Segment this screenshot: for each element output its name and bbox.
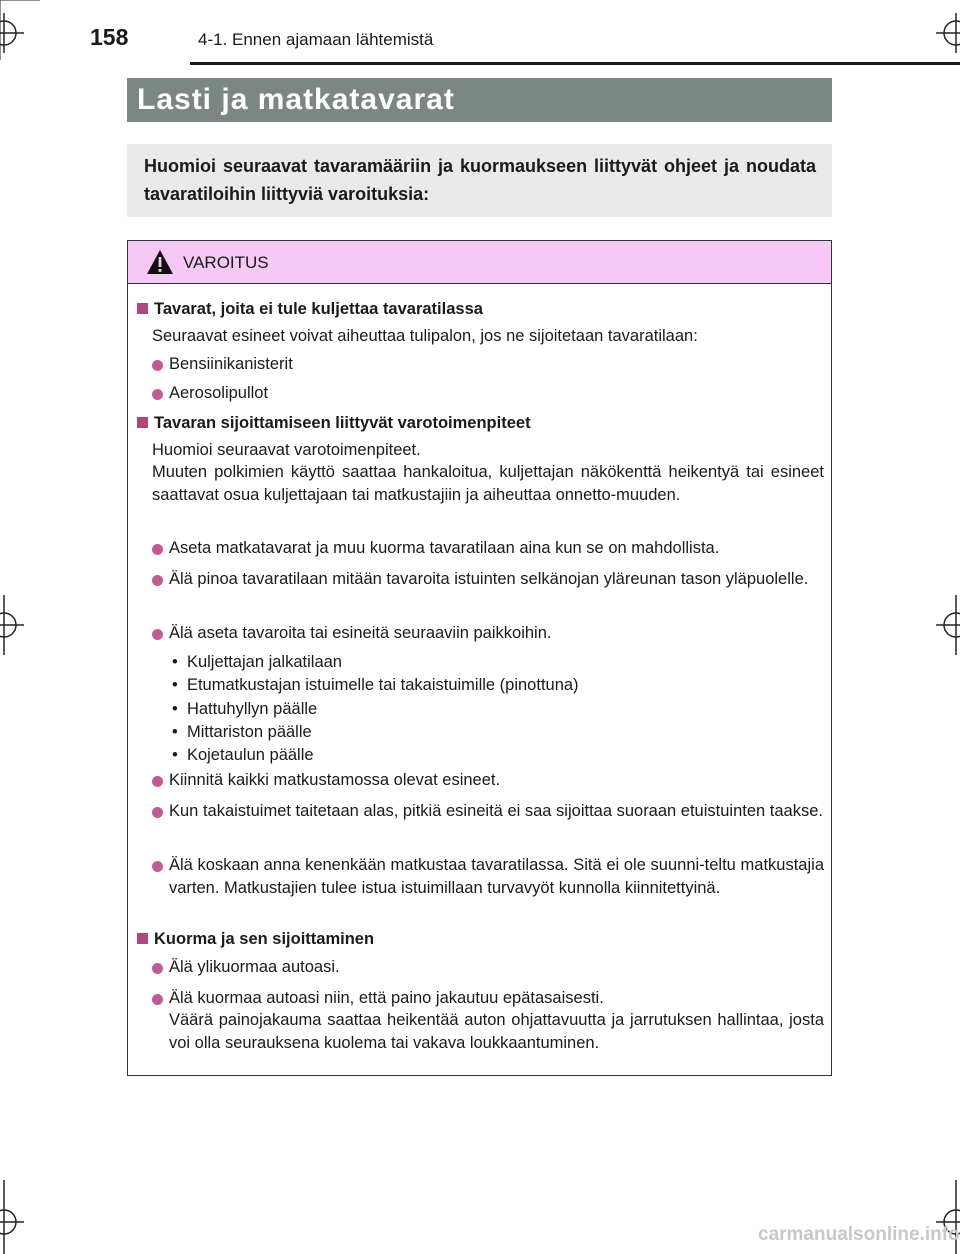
crop-mark-mid-right — [920, 595, 960, 655]
round-bullet-icon — [152, 776, 163, 787]
warning-box — [127, 240, 832, 1076]
warning-header — [128, 241, 831, 284]
paragraph: Muuten polkimien käyttö saattaa hankaloitua, kuljettajan näkökenttä heikentyä tai esineet saattavat osua kuljettajaan tai matkustajiin ja aiheuttaa onnetto-muuden. — [152, 463, 824, 504]
running-head: 4-1. Ennen ajamaan lähtemistä — [198, 30, 434, 49]
section-title-bar — [127, 78, 832, 122]
round-bullet-icon — [152, 861, 163, 872]
list-item: Kiinnitä kaikki matkustamossa olevat esineet. — [169, 771, 501, 789]
warning-section-heading — [137, 930, 374, 949]
list-item: Aerosolipullot — [169, 384, 269, 402]
round-bullet-icon — [152, 389, 163, 400]
square-bullet-icon — [137, 303, 148, 314]
watermark[interactable]: carmanualsonline.info — [758, 1224, 960, 1245]
warning-title: VAROITUS — [183, 253, 269, 272]
crop-mark-top-left — [0, 0, 40, 60]
round-bullet-icon — [152, 575, 163, 586]
round-bullet-icon — [152, 807, 163, 818]
heading-text: Tavarat, joita ei tule kuljettaa tavaratilassa — [154, 300, 483, 318]
list-item: Älä koskaan anna kenenkään matkustaa tavaratilassa. Sitä ei ole suunni-teltu matkustajia varten. Matkustajien tulee istua istuimillaan turvavyöt kunnolla kiinnitettyinä. — [169, 856, 824, 897]
round-bullet-icon — [152, 629, 163, 640]
intro-text: Huomioi seuraavat tavaramääriin ja kuormaukseen liittyvät ohjeet ja noudata tavaratiloihin liittyviä varoituksia: — [144, 156, 816, 204]
warning-section-heading — [137, 300, 483, 319]
list-item: Kun takaistuimet taitetaan alas, pitkiä esineitä ei saa sijoittaa suoraan etuistuinten taakse. — [169, 802, 823, 820]
warning-triangle-icon — [146, 249, 174, 280]
intro-box — [127, 144, 832, 217]
square-bullet-icon — [137, 417, 148, 428]
heading-text: Tavaran sijoittamiseen liittyvät varotoimenpiteet — [154, 414, 531, 432]
warning-section-heading — [137, 414, 531, 433]
sub-list-item: • Mittariston päälle — [172, 723, 312, 741]
list-item: Älä aseta tavaroita tai esineitä seuraaviin paikkoihin. — [169, 624, 552, 642]
paragraph: Väärä painojakauma saattaa heikentää auton ohjattavuutta ja jarrutuksen hallintaa, josta voi olla seurauksena kuolema tai vakava loukkaantuminen. — [169, 1011, 824, 1052]
crop-mark-top-right — [920, 0, 960, 60]
round-bullet-icon — [152, 994, 163, 1005]
section-title: Lasti ja matkatavarat — [137, 83, 455, 116]
page-number: 158 — [90, 24, 129, 50]
sub-item-text: Mittariston päälle — [186, 723, 312, 741]
heading-text: Kuorma ja sen sijoittaminen — [154, 930, 375, 948]
paragraph: Seuraavat esineet voivat aiheuttaa tulipalon, jos ne sijoitetaan tavaratilaan: — [152, 327, 698, 345]
square-bullet-icon — [137, 933, 148, 944]
sub-list-item: • Etumatkustajan istuimelle tai takaistuimille (pinottuna) — [172, 676, 579, 694]
list-item: Älä kuormaa autoasi niin, että paino jakautuu epätasaisesti. — [169, 989, 604, 1007]
list-item: Älä pinoa tavaratilaan mitään tavaroita istuinten selkänojan yläreunan tason yläpuolelle. — [169, 570, 809, 588]
header-rule — [190, 62, 960, 65]
sub-item-text: Etumatkustajan istuimelle tai takaistuimille (pinottuna) — [186, 676, 579, 694]
crop-mark-mid-left — [0, 595, 40, 655]
sub-item-text: Kojetaulun päälle — [186, 746, 314, 764]
list-item: Aseta matkatavarat ja muu kuorma tavaratilaan aina kun se on mahdollista. — [169, 539, 720, 557]
sub-list-item: • Kuljettajan jalkatilaan — [172, 653, 342, 671]
sub-item-text: Kuljettajan jalkatilaan — [186, 653, 342, 671]
round-bullet-icon — [152, 360, 163, 371]
crop-mark-bottom-left — [0, 1180, 40, 1254]
round-bullet-icon — [152, 963, 163, 974]
paragraph: Huomioi seuraavat varotoimenpiteet. — [152, 441, 421, 459]
round-bullet-icon — [152, 544, 163, 555]
sub-item-text: Hattuhyllyn päälle — [186, 700, 318, 718]
sub-list-item: • Kojetaulun päälle — [172, 746, 314, 764]
list-item: Bensiinikanisterit — [169, 355, 293, 373]
sub-list-item: • Hattuhyllyn päälle — [172, 700, 318, 718]
list-item: Älä ylikuormaa autoasi. — [169, 958, 340, 976]
